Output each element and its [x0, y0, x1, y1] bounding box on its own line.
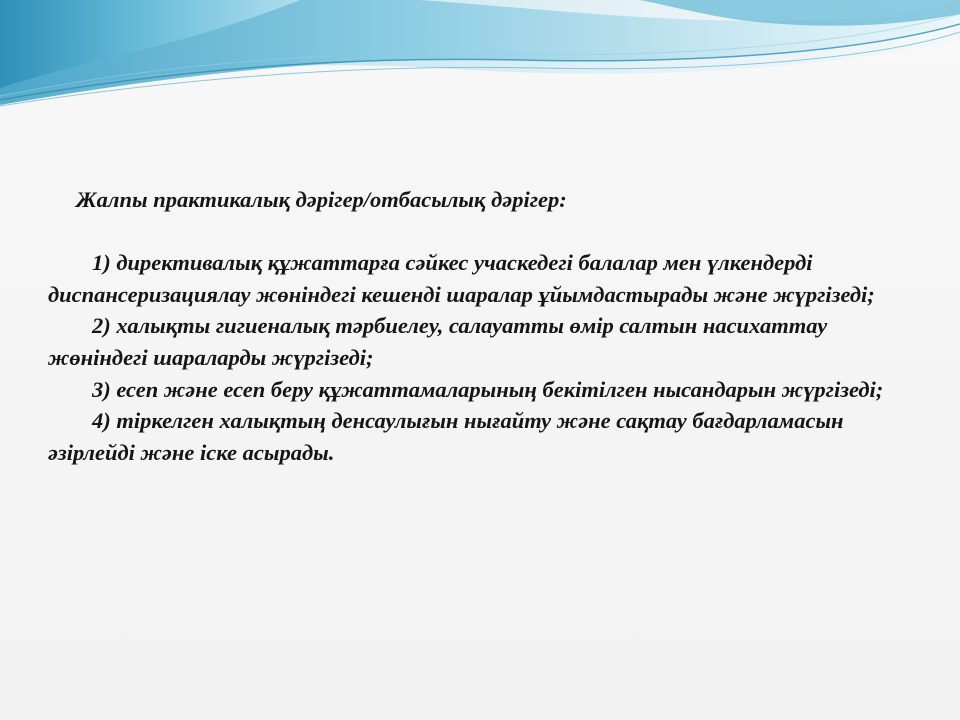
slide-heading: Жалпы практикалық дәрігер/отбасылық дәрігер:	[76, 187, 567, 212]
wave-decoration	[0, 0, 960, 120]
spacer	[48, 216, 910, 248]
list-item-1: 1) директивалық құжаттарға сәйкес учаскедегі балалар мен үлкендерді диспансеризациялау жөніндегі кешенді шаралар ұйымдастырады және жүргізеді;	[48, 250, 875, 307]
list-item-3: 3) есеп және есеп беру құжаттамаларының бекітілген нысандарын жүргізеді;	[92, 376, 884, 402]
list-item-2: 2) халықты гигиеналық тәрбиелеу, салауатты өмір салтын насихаттау жөніндегі шараларды жүргізеді;	[48, 313, 828, 370]
slide-body	[48, 184, 910, 468]
list-item-4: 4) тіркелген халықтың денсаулығын нығайту және сақтау бағдарламасын әзірлейді және іске асырады.	[48, 408, 844, 465]
